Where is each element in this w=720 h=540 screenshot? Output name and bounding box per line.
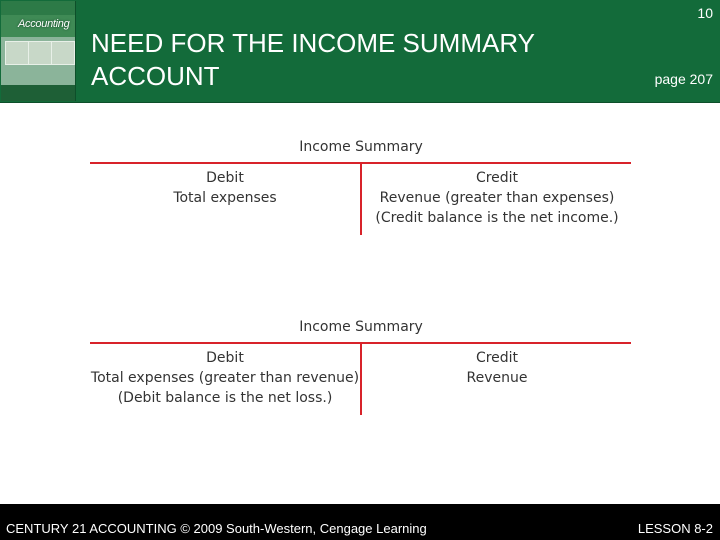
t-account-credit-side bbox=[362, 168, 632, 228]
credit-heading: Credit bbox=[475, 170, 519, 186]
textbook-page-reference: page 207 bbox=[654, 71, 713, 87]
slide-page-number: 10 bbox=[697, 5, 713, 21]
copyright-text: CENTURY 21 ACCOUNTING © 2009 South-Western, Cengage Learning bbox=[6, 521, 427, 536]
book-cover-thumbnail bbox=[1, 1, 76, 101]
slide-header bbox=[0, 0, 720, 103]
slide-title-line1: NEED FOR THE INCOME SUMMARY bbox=[91, 28, 535, 58]
debit-line: Total expenses (greater than revenue) bbox=[90, 370, 360, 386]
t-account-title: Income Summary bbox=[299, 139, 423, 155]
lesson-number: LESSON 8-2 bbox=[637, 521, 713, 536]
cover-logo: Accounting bbox=[18, 18, 70, 30]
credit-line: Revenue (greater than expenses) bbox=[379, 190, 615, 206]
slide-title-line2: ACCOUNT bbox=[91, 61, 220, 91]
credit-line: Revenue bbox=[466, 370, 528, 386]
t-account-credit-side bbox=[362, 348, 632, 388]
credit-line: (Credit balance is the net income.) bbox=[375, 210, 619, 226]
debit-line: (Debit balance is the net loss.) bbox=[117, 390, 333, 406]
cover-photo-1 bbox=[5, 41, 29, 65]
debit-heading: Debit bbox=[206, 350, 244, 366]
credit-heading: Credit bbox=[475, 350, 519, 366]
slide-footer bbox=[0, 504, 720, 540]
cover-stripe-top bbox=[1, 1, 75, 15]
debit-heading: Debit bbox=[206, 170, 244, 186]
cover-photo-2 bbox=[28, 41, 52, 65]
cover-stripe-bottom bbox=[1, 85, 75, 101]
slide-title bbox=[91, 27, 611, 93]
t-account-debit-side bbox=[90, 168, 360, 208]
debit-line: Total expenses bbox=[173, 190, 277, 206]
t-account-debit-side bbox=[90, 348, 360, 408]
cover-photo-3 bbox=[51, 41, 75, 65]
t-account-title: Income Summary bbox=[299, 319, 423, 335]
